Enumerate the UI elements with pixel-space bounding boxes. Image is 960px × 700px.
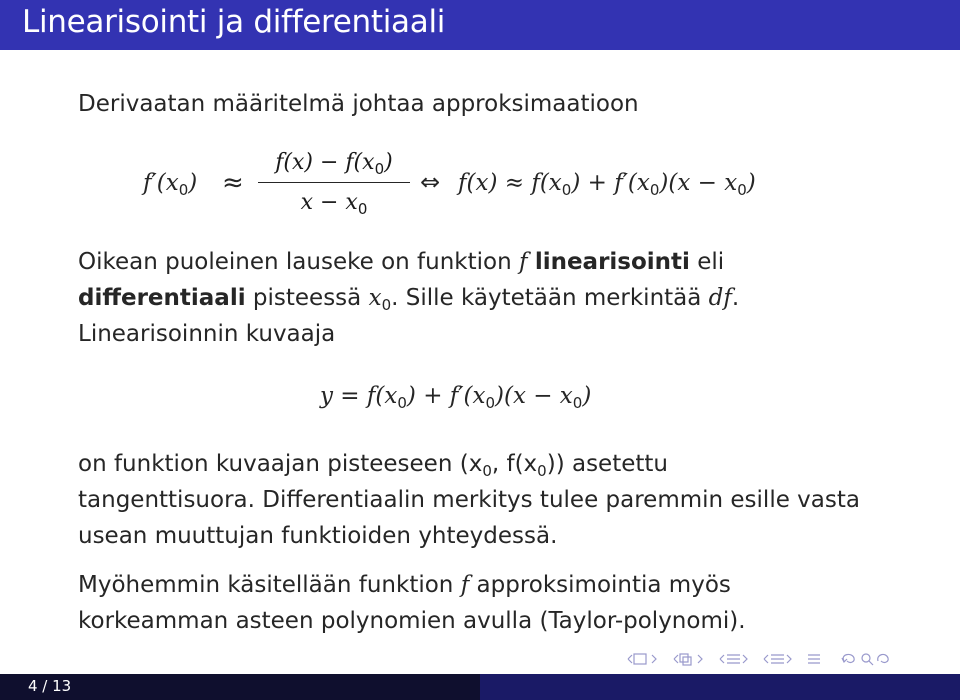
fraction-denominator: $x - x_0$ — [300, 190, 368, 218]
intro-text: Derivaatan määritelmä johtaa approksimaatioon — [78, 91, 639, 117]
approx-symbol: ≈ — [222, 168, 244, 198]
slide-next-icon[interactable] — [787, 655, 791, 663]
fraction-bar — [258, 182, 410, 183]
align-icon[interactable] — [808, 655, 820, 663]
paragraph-2-line-1: on funktion kuvaajan pisteeseen ($x_0$, $f(x_0)$) asetettu — [78, 451, 668, 480]
equation-lhs: $f'(x_0)$ — [143, 170, 198, 199]
paragraph-1-line-1: Oikean puoleinen lauseke on funktion f linearisointi eli — [78, 249, 725, 275]
section-prev-icon[interactable] — [720, 655, 740, 663]
subsection-next-icon[interactable] — [698, 655, 702, 663]
frame-prev-icon[interactable] — [628, 654, 646, 664]
paragraph-1-line-3: Linearisoinnin kuvaaja — [78, 321, 336, 347]
paragraph-2-line-2: tangenttisuora. Differentiaalin merkitys tulee paremmin esille vasta — [78, 487, 860, 513]
paragraph-3-line-2: korkeamman asteen polynomien avulla (Taylor-polynomi). — [78, 608, 746, 634]
section-next-icon[interactable] — [743, 655, 747, 663]
page-number: 4 / 13 — [28, 677, 72, 695]
fraction-numerator: $f(x) - f(x_0)$ — [275, 150, 393, 178]
slide-title: Linearisointi ja differentiaali — [22, 4, 446, 40]
footer-left — [0, 674, 480, 700]
search-icon[interactable] — [862, 654, 888, 665]
tangent-equation: $y = f(x_0) + f'(x_0)(x - x_0)$ — [320, 383, 592, 412]
paragraph-3-line-1: Myöhemmin käsitellään funktion f approksimointia myös — [78, 572, 731, 598]
iff-symbol: ⇔ — [420, 168, 441, 196]
frame-next-icon[interactable] — [652, 655, 656, 663]
paragraph-1-line-2: differentiaali pisteessä $x_0$. Sille käytetään merkintää df. — [78, 285, 740, 314]
paragraph-2-line-3: usean muuttujan funktioiden yhteydessä. — [78, 523, 558, 549]
subsection-prev-icon[interactable] — [674, 654, 691, 665]
search-back-icon[interactable] — [842, 654, 854, 662]
title-bar — [0, 0, 960, 50]
footer-right — [480, 674, 960, 700]
navigation-bar — [622, 648, 960, 670]
equation-rhs: $f(x) \approx f(x_0) + f'(x_0)(x - x_0)$ — [458, 170, 756, 199]
slide-prev-icon[interactable] — [764, 655, 784, 663]
